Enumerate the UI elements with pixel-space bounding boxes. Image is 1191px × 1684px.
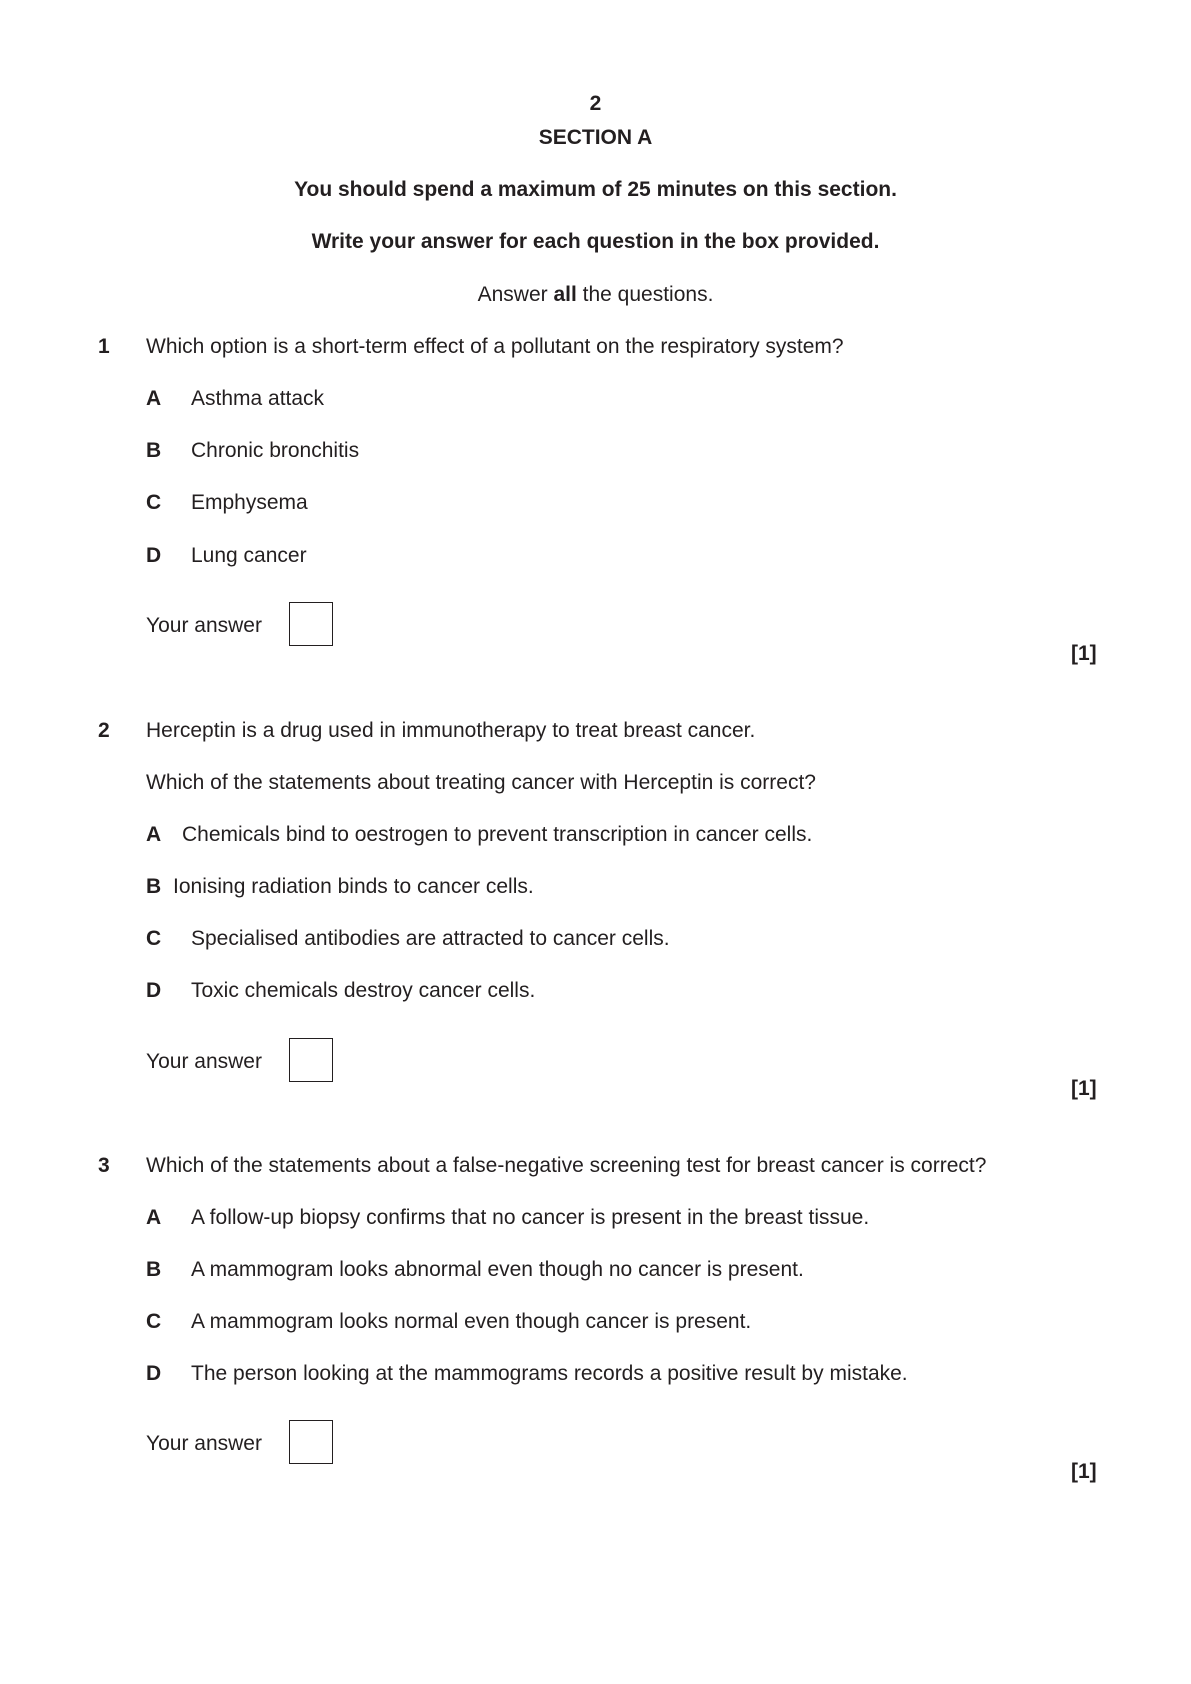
question-2-option-d-text: Toxic chemicals destroy cancer cells. xyxy=(191,979,536,1002)
question-1-stem: Which option is a short-term effect of a pollutant on the respiratory system? xyxy=(146,335,844,358)
question-3-option-a-letter: A xyxy=(146,1206,162,1229)
question-3-marks: [1] xyxy=(1071,1460,1097,1483)
question-2-answer-box[interactable] xyxy=(289,1038,333,1082)
question-1-option-d-text: Lung cancer xyxy=(191,544,307,567)
question-1-option-c-text: Emphysema xyxy=(191,491,308,514)
question-3-option-b-letter: B xyxy=(146,1258,162,1281)
question-3-number: 3 xyxy=(98,1154,110,1177)
question-3-option-c-text: A mammogram looks normal even though cancer is present. xyxy=(191,1310,752,1333)
question-3-stem: Which of the statements about a false-negative screening test for breast cancer is correct? xyxy=(146,1154,987,1177)
answer-all-emphasis: all xyxy=(553,283,577,306)
page-number: 2 xyxy=(589,92,602,115)
question-2-marks: [1] xyxy=(1071,1077,1097,1100)
question-2-number: 2 xyxy=(98,719,110,742)
question-2-option-a-text: Chemicals bind to oestrogen to prevent transcription in cancer cells. xyxy=(182,823,813,846)
section-title: SECTION A xyxy=(538,126,653,149)
question-2-answer-label: Your answer xyxy=(146,1050,262,1073)
question-1-option-c-letter: C xyxy=(146,491,162,514)
question-3-option-d-letter: D xyxy=(146,1362,162,1385)
instruction-box: Write your answer for each question in the box provided. xyxy=(311,230,880,253)
question-1-answer-label: Your answer xyxy=(146,614,262,637)
instruction-answer-all: Answer all the questions. xyxy=(477,283,714,306)
question-2-option-d-letter: D xyxy=(146,979,162,1002)
instruction-time: You should spend a maximum of 25 minutes on this section. xyxy=(294,178,897,201)
question-3-option-b-text: A mammogram looks abnormal even though no cancer is present. xyxy=(191,1258,804,1281)
question-1-option-d-letter: D xyxy=(146,544,162,567)
question-2-option-b-text: Ionising radiation binds to cancer cells. xyxy=(173,875,534,898)
question-1-marks: [1] xyxy=(1071,642,1097,665)
question-3-option-a-text: A follow-up biopsy confirms that no cancer is present in the breast tissue. xyxy=(191,1206,870,1229)
question-1-answer-box[interactable] xyxy=(289,602,333,646)
question-1-option-b-letter: B xyxy=(146,439,162,462)
question-1-number: 1 xyxy=(98,335,110,358)
question-3-option-c-letter: C xyxy=(146,1310,162,1333)
question-2-stem-second: Which of the statements about treating cancer with Herceptin is correct? xyxy=(146,771,816,794)
question-2-option-a-letter: A xyxy=(146,823,162,846)
question-3-option-d-text: The person looking at the mammograms records a positive result by mistake. xyxy=(191,1362,908,1385)
question-2-option-c-text: Specialised antibodies are attracted to cancer cells. xyxy=(191,927,670,950)
question-2-stem: Herceptin is a drug used in immunotherapy to treat breast cancer. xyxy=(146,719,756,742)
question-3-answer-box[interactable] xyxy=(289,1420,333,1464)
question-3-answer-label: Your answer xyxy=(146,1432,262,1455)
question-1-option-a-text: Asthma attack xyxy=(191,387,325,410)
question-2-option-b-letter: B xyxy=(146,875,162,898)
question-1-option-b-text: Chronic bronchitis xyxy=(191,439,360,462)
question-2-option-c-letter: C xyxy=(146,927,162,950)
question-1-option-a-letter: A xyxy=(146,387,162,410)
